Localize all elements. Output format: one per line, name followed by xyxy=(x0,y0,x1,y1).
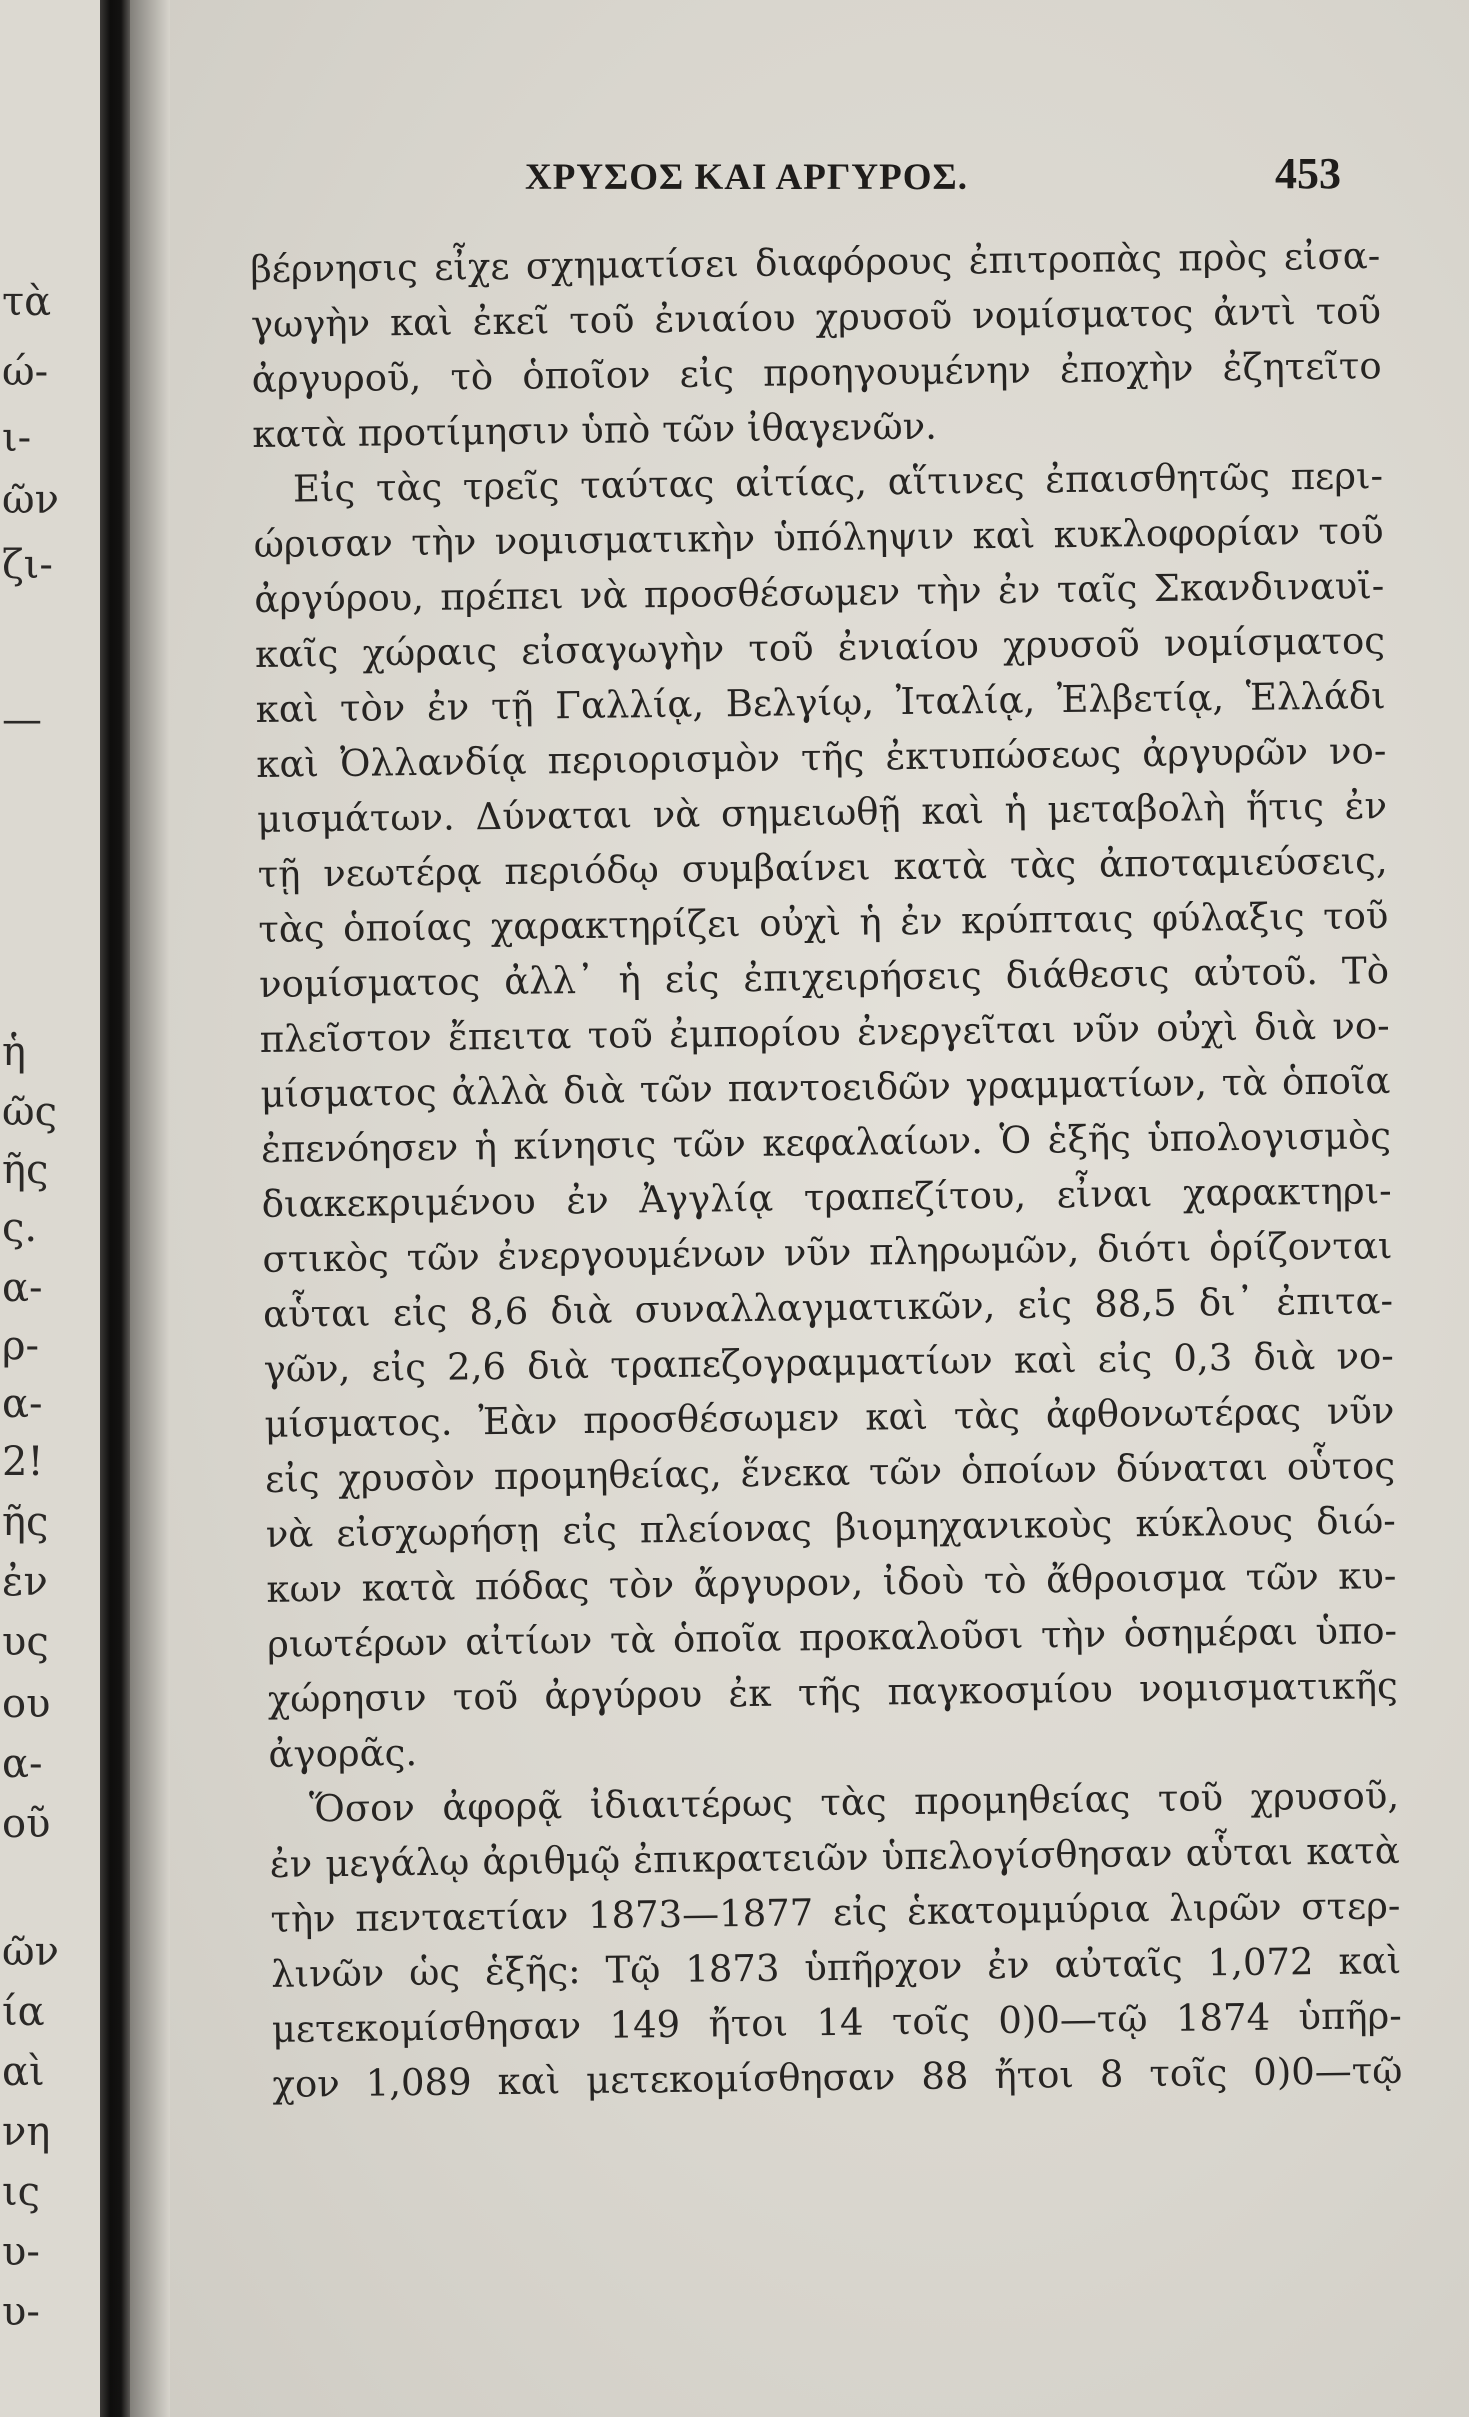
text-line: χον 1,089 καὶ μετεκομίσθησαν 88 ἤτοι 8 τοῖς 0)0—τῷ xyxy=(272,2049,1403,2106)
text-line: στικὸς τῶν ἐνεργουμένων νῦν πληρωμῶν, διότι ὁρίζονται xyxy=(262,1224,1393,1281)
text-line: νομίσματος ἀλλ᾽ ἡ εἰς ἐπιχειρήσεις διάθεσις αὐτοῦ. Τὸ xyxy=(258,949,1390,1006)
text-line: χώρησιν τοῦ ἀργύρου ἐκ τῆς παγκοσμίου νομισματικῆς xyxy=(267,1664,1398,1721)
margin-fragment: 2! xyxy=(2,1439,44,1485)
gutter-shadow xyxy=(130,0,170,2417)
text-line: μίσματος. Ἐὰν προσθέσωμεν καὶ τὰς ἀφθονωτέρας νῦν xyxy=(264,1389,1395,1446)
margin-fragment: ῶς xyxy=(2,1089,58,1135)
page-number: 453 xyxy=(1275,149,1341,198)
text-line: κατὰ προτίμησιν ὑπὸ τῶν ἰθαγενῶν. xyxy=(252,404,938,456)
margin-fragment: ου xyxy=(2,1681,51,1727)
text-line: διακεκριμένου ἐν Ἀγγλίᾳ τραπεζίτου, εἶναι χαρακτηρι- xyxy=(261,1169,1392,1226)
margin-fragment: α- xyxy=(2,1741,43,1787)
margin-fragment: ις xyxy=(2,2169,41,2215)
facing-page-fragment xyxy=(0,0,100,2417)
margin-fragment: νη xyxy=(2,2109,51,2155)
running-title: ΧΡΥΣΟΣ ΚΑΙ ΑΡΓΥΡΟΣ. xyxy=(525,157,968,198)
book-page xyxy=(170,0,1469,2417)
margin-fragment: ῶν xyxy=(2,1929,59,1975)
text-line: εἰς χρυσὸν προμηθείας, ἕνεκα τῶν ὁποίων δύναται οὗτος xyxy=(264,1444,1396,1501)
margin-fragment: υς xyxy=(2,1619,49,1665)
margin-fragment: ρ- xyxy=(2,1323,40,1369)
text-line: τῇ νεωτέρᾳ περιόδῳ συμβαίνει κατὰ τὰς ἀποταμιεύσεις, xyxy=(257,839,1388,896)
text-line: κων κατὰ πόδας τὸν ἄργυρον, ἰδοὺ τὸ ἄθροισμα τῶν κυ- xyxy=(266,1554,1397,1611)
text-line: μετεκομίσθησαν 149 ἤτοι 14 τοῖς 0)0—τῷ 1874 ὑπῆρ- xyxy=(271,1994,1403,2051)
margin-fragment: ι- xyxy=(2,415,32,461)
margin-fragment: α- xyxy=(2,1381,43,1427)
text-line: γῶν, εἰς 2,6 διὰ τραπεζογραμματίων καὶ εἰς 0,3 διὰ νο- xyxy=(263,1334,1394,1391)
text-line: μισμάτων. Δύναται νὰ σημειωθῇ καὶ ἡ μεταβολὴ ἥτις ἐν xyxy=(256,784,1388,841)
margin-fragment: ς. xyxy=(2,1205,38,1251)
body-text xyxy=(250,228,1403,2112)
margin-fragment: ῶν xyxy=(2,477,59,523)
margin-fragment: αὶ xyxy=(2,2049,45,2095)
margin-fragment: ῆς xyxy=(2,1499,49,1545)
margin-fragment: α- xyxy=(2,1265,43,1311)
text-line: ριωτέρων αἰτίων τὰ ὁποῖα προκαλοῦσι τὴν ὁσημέραι ὑπο- xyxy=(266,1609,1398,1666)
text-line: λινῶν ὡς ἑξῆς: Τῷ 1873 ὑπῆρχον ἐν αὐταῖς 1,072 καὶ xyxy=(270,1939,1402,1996)
text-line: αὗται εἰς 8,6 διὰ συναλλαγματικῶν, εἰς 88,5 δι᾽ ἐπιτα- xyxy=(262,1279,1394,1336)
text-line: πλεῖστον ἔπειτα τοῦ ἐμπορίου ἐνεργεῖται νῦν οὐχὶ διὰ νο- xyxy=(259,1004,1390,1061)
text-line: καῖς χώραις εἰσαγωγὴν τοῦ ἐνιαίου χρυσοῦ νομίσματος xyxy=(254,619,1386,676)
text-line: μίσματος ἀλλὰ διὰ τῶν παντοειδῶν γραμματίων, τὰ ὁποῖα xyxy=(260,1059,1391,1116)
text-line: βέρνησις εἶχε σχηματίσει διαφόρους ἐπιτροπὰς πρὸς εἰσα- xyxy=(250,234,1381,291)
text-line: ἀγορᾶς. xyxy=(268,1731,418,1776)
margin-fragment: ῆς xyxy=(2,1147,49,1193)
margin-fragment: ἡ xyxy=(2,1029,26,1075)
margin-fragment: ία xyxy=(2,1989,45,2035)
book-gutter xyxy=(100,0,130,2417)
text-line: ἐπενόησεν ἡ κίνησις τῶν κεφαλαίων. Ὁ ἑξῆς ὑπολογισμὸς xyxy=(260,1114,1392,1171)
text-line: ἀργύρου, πρέπει νὰ προσθέσωμεν τὴν ἐν ταῖς Σκανδιναυϊ- xyxy=(254,564,1385,621)
text-line: γωγὴν καὶ ἐκεῖ τοῦ ἐνιαίου χρυσοῦ νομίσματος ἀντὶ τοῦ xyxy=(250,289,1382,346)
text-line: Ὅσον ἀφορᾷ ἰδιαιτέρως τὰς προμηθείας τοῦ χρυσοῦ, xyxy=(308,1774,1400,1831)
text-line: Εἰς τὰς τρεῖς ταύτας αἰτίας, αἵτινες ἐπαισθητῶς περι- xyxy=(292,454,1384,511)
margin-fragment: ζι- xyxy=(2,542,53,588)
text-line: τὴν πενταετίαν 1873—1877 εἰς ἑκατομμύρια λιρῶν στερ- xyxy=(270,1884,1401,1941)
margin-fragment: — xyxy=(2,697,42,743)
text-line: ἀργυροῦ, τὸ ὁποῖον εἰς προηγουμένην ἐποχὴν ἐζητεῖτο xyxy=(251,344,1382,401)
margin-fragment: υ- xyxy=(2,2229,40,2275)
margin-fragment: υ- xyxy=(2,2289,40,2335)
text-line: ώρισαν τὴν νομισματικὴν ὑπόληψιν καὶ κυκλοφορίαν τοῦ xyxy=(253,509,1384,566)
margin-fragment: τὰ xyxy=(2,279,52,325)
running-header xyxy=(170,148,1469,208)
text-line: καὶ τὸν ἐν τῇ Γαλλίᾳ, Βελγίῳ, Ἰταλίᾳ, Ἐλβετίᾳ, Ἑλλάδι xyxy=(255,674,1386,731)
margin-fragment: οῦ xyxy=(2,1801,51,1847)
text-line: ἐν μεγάλῳ ἀριθμῷ ἐπικρατειῶν ὑπελογίσθησαν αὗται κατὰ xyxy=(269,1829,1401,1886)
text-line: νὰ εἰσχωρήσῃ εἰς πλείονας βιομηχανικοὺς κύκλους διώ- xyxy=(265,1499,1396,1556)
margin-fragment: ἐν xyxy=(2,1559,48,1605)
margin-fragment: ώ- xyxy=(2,349,49,395)
text-line: καὶ Ὀλλανδίᾳ περιορισμὸν τῆς ἐκτυπώσεως ἀργυρῶν νο- xyxy=(256,729,1387,786)
text-line: τὰς ὁποίας χαρακτηρίζει οὐχὶ ἡ ἐν κρύπταις φύλαξις τοῦ xyxy=(258,894,1389,951)
